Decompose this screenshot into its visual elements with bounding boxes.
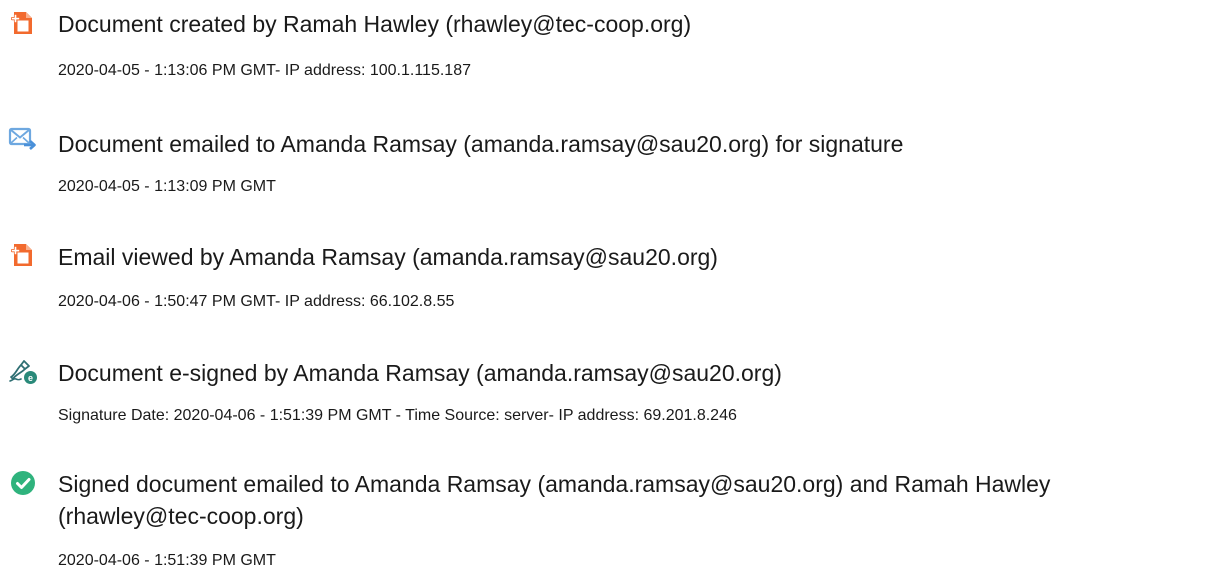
email-sent-icon: [8, 124, 38, 154]
event-timestamp: 2020-04-05 - 1:13:09 PM GMT: [58, 178, 276, 195]
document-created-icon: [8, 8, 38, 38]
email-viewed-icon: [8, 240, 38, 270]
event-timestamp: 2020-04-06 - 1:51:39 PM GMT: [58, 552, 276, 569]
check-circle-icon: [8, 468, 38, 498]
svg-text:e: e: [27, 373, 34, 383]
event-title: Document emailed to Amanda Ramsay (amanda.ramsay@sau20.org) for signature: [58, 131, 904, 157]
e-signature-icon: [8, 355, 38, 385]
event-timestamp: 2020-04-06 - 1:50:47 PM GMT- IP address: 66.102.8.55: [58, 293, 455, 310]
event-title: Document created by Ramah Hawley (rhawley@tec-coop.org): [58, 11, 692, 37]
event-title: Email viewed by Amanda Ramsay (amanda.ramsay@sau20.org): [58, 244, 718, 270]
event-timestamp: Signature Date: 2020-04-06 - 1:51:39 PM GMT - Time Source: server- IP address: 69.201.8.246: [58, 407, 737, 424]
event-timestamp: 2020-04-05 - 1:13:06 PM GMT- IP address: 100.1.115.187: [58, 62, 471, 79]
event-title: Document e-signed by Amanda Ramsay (amanda.ramsay@sau20.org): [58, 360, 782, 386]
event-title: Signed document emailed to Amanda Ramsay (amanda.ramsay@sau20.org) and Ramah Hawley (rhawley@tec-coop.org): [58, 471, 1051, 529]
